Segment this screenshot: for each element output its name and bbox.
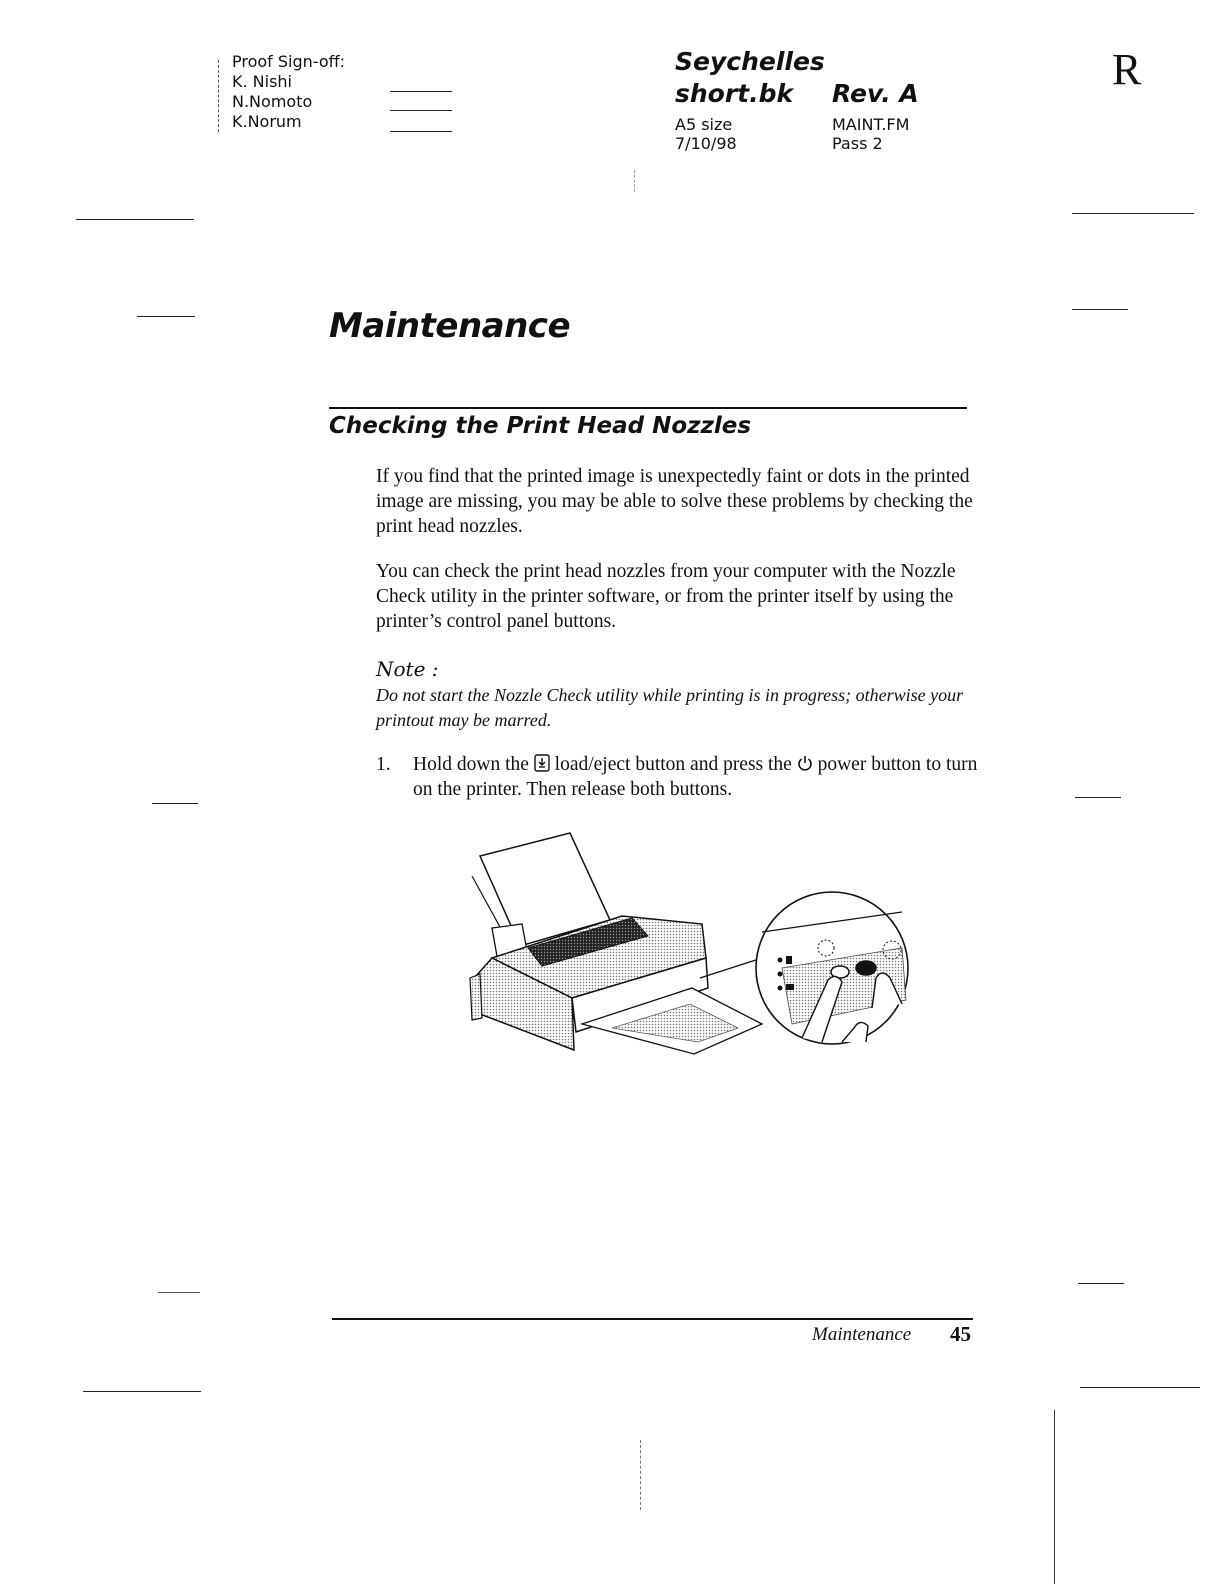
power-icon [797,752,813,777]
crop-mark [137,316,195,317]
proof-left-rule [218,60,219,132]
step-text [413,752,993,802]
signoff-line-3 [390,131,452,132]
page-size: A5 size [675,115,733,134]
crop-mark [76,219,194,220]
step-text-part-3: power button to turn on the printer. Then release both buttons. [413,754,978,800]
crop-mark [1080,1387,1200,1388]
book-title: Seychelles [675,47,825,76]
proof-label: Proof Sign-off: [232,52,346,71]
footer-rule [332,1318,973,1320]
footer-section-label: Maintenance [812,1324,912,1345]
load-eject-icon [534,752,550,777]
pass: Pass 2 [832,134,883,153]
proof-name-3: K.Norum [232,112,302,131]
book-file: short.bk [675,79,794,108]
paragraph-2 [376,559,976,634]
paragraph-text: You can check the print head nozzles from your computer with the Nozzle Check utility in the printer software, or from the printer itself by using the printer’s control panel buttons. [376,561,956,632]
revision: Rev. A [832,79,919,108]
paragraph-text: If you find that the printed image is unexpectedly faint or dots in the printed image are missing, you may be able to solve these problems by checking the print head nozzles. [376,466,973,537]
section-rule [329,407,967,409]
crop-mark [1075,797,1121,798]
corner-mark: R [1112,45,1142,94]
crop-mark [83,1391,201,1392]
printer-illustration [462,828,918,1060]
file-name: MAINT.FM [832,115,910,134]
crop-mark [158,1292,200,1293]
note-text: Do not start the Nozzle Check utility while printing is in progress; otherwise your printout may be marred. [376,685,964,730]
paragraph-1 [376,464,976,539]
signoff-line-1 [390,91,452,92]
crop-mark-vertical [640,1440,641,1510]
proof-name-1: K. Nishi [232,72,292,91]
note-handwritten-label: Note : [376,657,439,681]
signoff-line-2 [390,110,452,111]
proof-sign-off [232,52,345,132]
section-title: Checking the Print Head Nozzles [329,413,752,439]
header-center-tick [634,170,635,192]
crop-mark [152,803,198,804]
step-text-part-1: Hold down the [413,754,529,775]
proof-name-2: N.Nomoto [232,92,313,111]
crop-mark [1072,213,1194,214]
crop-mark-vertical [1054,1410,1055,1584]
crop-mark [1078,1283,1124,1284]
step-text-part-2: load/eject button and press the [554,754,792,775]
crop-mark [1072,309,1128,310]
step-number: 1. [376,754,391,775]
date: 7/10/98 [675,134,737,153]
page-number: 45 [950,1322,971,1346]
chapter-title: Maintenance [329,306,571,346]
